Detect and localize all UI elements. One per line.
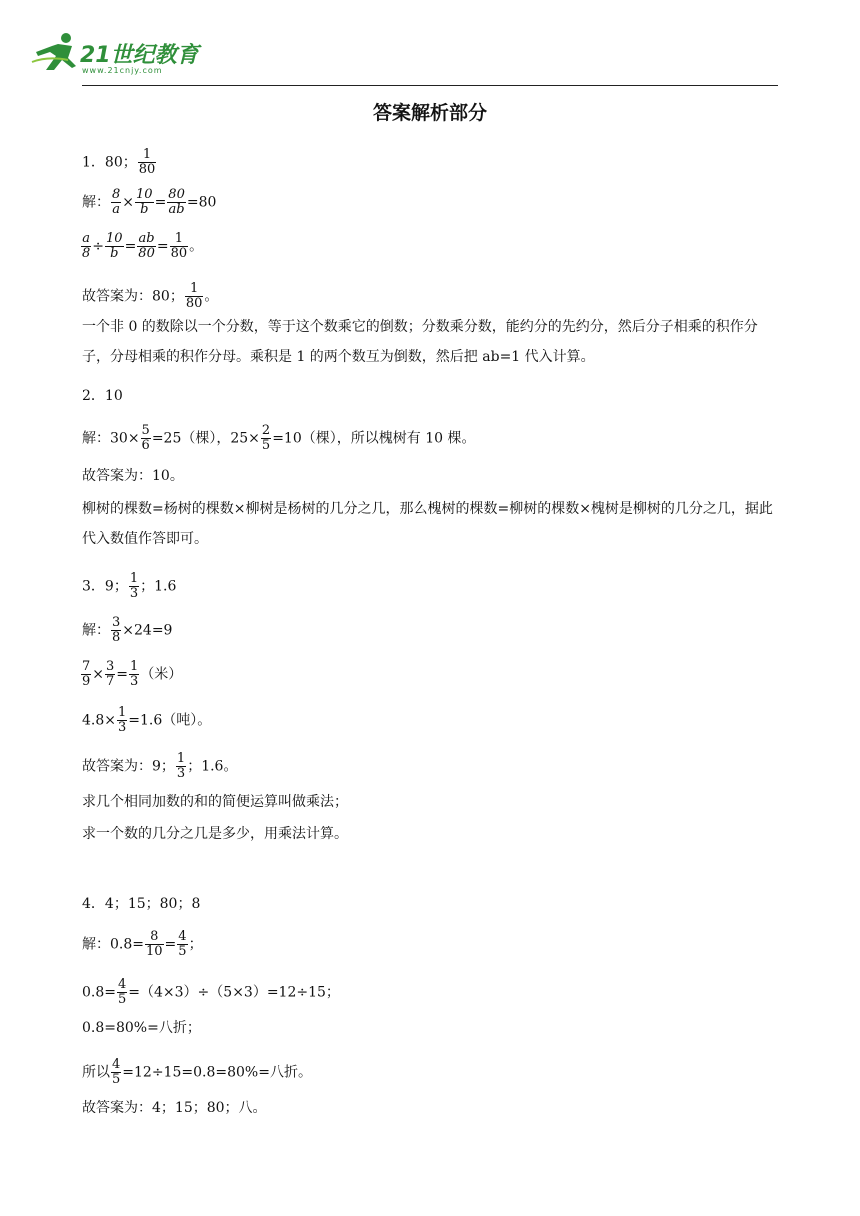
q4-solution-line2: 0.8= $\frac{4}{5}$ =（4×3）÷（5×3）=12÷15； [82,977,340,1007]
q3-solution-line1: 解： $\frac{3}{8}$ ×24=9 [82,615,173,645]
logo-text: 21世纪教育 [80,43,199,68]
page-title: 答案解析部分 [372,102,487,124]
q4-solution-line1: 解：0.8= $\frac{8}{10}$ = $\frac{4}{5}$ ； [82,929,203,959]
q1-explanation: 一个非 0 的数除以一个分数，等于这个数乘它的倒数；分数乘分数，能约分的先约分，然后分子相乘的积作分子，分母相乘的积作分母。乘积是 1 的两个数互为倒数，然后把 ab=1 代入计算。 [82,319,758,365]
q4-answer: 4．4；15；80；8 [82,896,201,912]
q3-solution-line2: $\frac{7}{9}$ × $\frac{3}{7}$ = $\frac{1}{3}$ （米） [82,659,183,689]
logo-url: www.21cnjy.com [82,66,163,75]
q2-solution: 解：30× $\frac{5}{6}$ =25（棵），25× $\frac{2}{5}$ =10（棵），所以槐树有 10 棵。 [82,423,476,453]
q3-explanation-2: 求一个数的几分之几是多少，用乘法计算。 [82,826,348,842]
q4-solution-line4: 所以 $\frac{4}{5}$ =12÷15=0.8=80%=八折。 [82,1057,312,1087]
q3-answer: 3．9； $\frac{1}{3}$ ；1.6 [82,571,177,601]
header-rule [82,85,778,86]
q2-answer: 2．10 [82,388,123,404]
q4-final: 故答案为：4；15；80；八。 [82,1100,267,1116]
q4-solution-line3: 0.8=80%=八折； [82,1020,201,1036]
q3-solution-line3: 4.8× $\frac{1}{3}$ =1.6（吨）。 [82,705,212,735]
q1-solution-line2: $\frac{a}{8}$ ÷ $\frac{10}{b}$ = $\frac{ab}{80}$ = $\frac{1}{80}$ 。 [82,231,204,261]
q2-final: 故答案为：10。 [82,468,184,484]
q3-final: 故答案为：9； $\frac{1}{3}$ ；1.6。 [82,751,238,781]
q3-explanation-1: 求几个相同加数的和的简便运算叫做乘法； [82,794,348,810]
q1-solution-line1: 解： $\frac{8}{a}$ × $\frac{10}{b}$ = $\frac{80}{ab}$ =80 [82,187,217,217]
q1-answer: 1．80； $\frac{1}{80}$ [82,147,156,177]
q1-final: 故答案为：80； $\frac{1}{80}$ 。 [82,281,219,311]
q2-explanation: 柳树的棵数=杨树的棵数×柳树是杨树的几分之几，那么槐树的棵数=柳树的棵数×槐树是柳树的几分之几，据此代入数值作答即可。 [82,501,773,547]
